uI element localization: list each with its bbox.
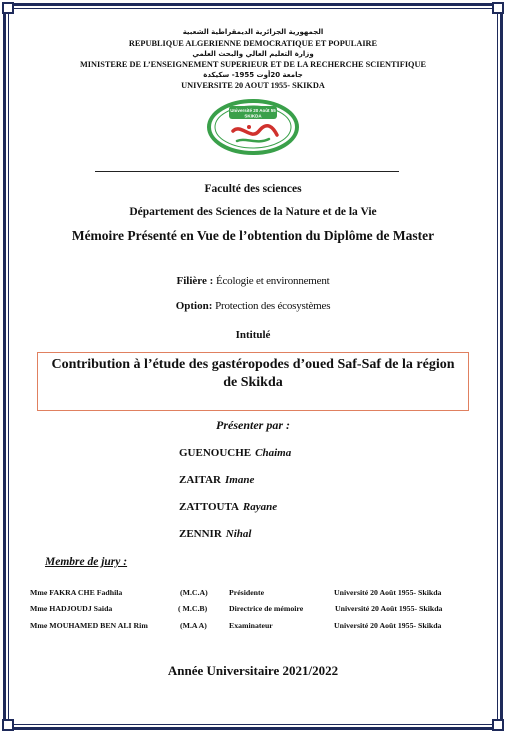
student-first-name: Rayane xyxy=(242,501,278,513)
jury-header: Membre de jury : xyxy=(45,556,128,568)
student-last-name: ZATTOUTA xyxy=(179,501,239,513)
faculty-name: Faculté des sciences xyxy=(204,183,302,195)
option-value: Protection des écosystèmes xyxy=(215,300,331,312)
divider-rule xyxy=(95,171,399,172)
presented-by-label: Présenter par : xyxy=(216,418,290,432)
jury-member-grade: (M.A A) xyxy=(180,621,207,630)
corner-ornament-top-right xyxy=(492,2,504,14)
jury-member-name: Mme MOUHAMED BEN ALI Rim xyxy=(30,621,148,630)
student-last-name: GUENOUCHE xyxy=(179,447,252,459)
student-name xyxy=(179,474,254,486)
student-name xyxy=(179,501,277,513)
student-first-name: Imane xyxy=(224,474,255,486)
corner-ornament-bottom-left xyxy=(2,719,14,731)
jury-member-name: Mme HADJOUDJ Saida xyxy=(30,604,113,613)
jury-member-role: Présidente xyxy=(229,588,265,597)
arabic-ministry: وزارة التعليم العالي والبحث العلمي xyxy=(192,50,314,58)
option-line xyxy=(0,300,506,312)
student-first-name: Chaima xyxy=(255,447,292,459)
jury-row xyxy=(0,588,506,600)
jury-row xyxy=(0,604,506,616)
jury-member-university: Université 20 Août 1955- Skikda xyxy=(335,604,443,613)
jury-member-grade: (M.C.A) xyxy=(180,588,208,597)
jury-row xyxy=(0,621,506,633)
jury-member-grade: ( M.C.B) xyxy=(178,604,208,613)
filiere-line xyxy=(0,275,506,287)
jury-member-role: Directrice de mémoire xyxy=(229,604,304,613)
thesis-title-line-2: de Skikda xyxy=(223,375,283,390)
logo-text-bottom: SKIKDA xyxy=(244,113,262,119)
department-name: Département des Sciences de la Nature et de la Vie xyxy=(129,206,377,218)
option-label: Option: xyxy=(175,300,213,312)
jury-member-university: Université 20 Août 1955- Skikda xyxy=(334,588,442,597)
student-last-name: ZAITAR xyxy=(179,474,221,486)
arabic-university: جامعة 20أوت 1955- سكيكدة xyxy=(203,71,303,79)
intitule-label: Intitulé xyxy=(235,329,271,341)
jury-member-role: Examinateur xyxy=(229,621,273,630)
arabic-republic: الجمهورية الجزائرية الديمقراطية الشعبية xyxy=(182,28,324,36)
ministry-line: MINISTERE DE L’ENSEIGNEMENT SUPERIEUR ET DE LA RECHERCHE SCIENTIFIQUE xyxy=(79,60,427,69)
memoire-statement: Mémoire Présenté en Vue de l’obtention du Diplôme de Master xyxy=(71,228,435,243)
student-last-name: ZENNIR xyxy=(179,528,222,540)
student-name xyxy=(179,528,251,540)
thesis-title-box xyxy=(37,352,469,411)
academic-year: Année Universitaire 2021/2022 xyxy=(167,663,339,678)
logo-text-top: Université 20 Août 55 xyxy=(230,108,276,113)
student-name xyxy=(179,447,291,459)
republic-line: REPUBLIQUE ALGERIENNE DEMOCRATIQUE ET POPULAIRE xyxy=(128,39,378,48)
jury-member-university: Université 20 Août 1955- Skikda xyxy=(334,621,442,630)
student-first-name: Nihal xyxy=(225,528,252,540)
university-logo xyxy=(203,97,303,159)
filiere-value: Écologie et environnement xyxy=(215,275,330,287)
corner-ornament-bottom-right xyxy=(492,719,504,731)
university-line: UNIVERSITE 20 AOUT 1955- SKIKDA xyxy=(181,81,325,90)
jury-member-name: Mme FAKRA CHE Fadhila xyxy=(30,588,123,597)
corner-ornament-top-left xyxy=(2,2,14,14)
thesis-title-line-1: Contribution à l’étude des gastéropodes d’oued Saf-Saf de la région xyxy=(51,357,455,372)
filiere-label: Filière : xyxy=(176,275,214,287)
